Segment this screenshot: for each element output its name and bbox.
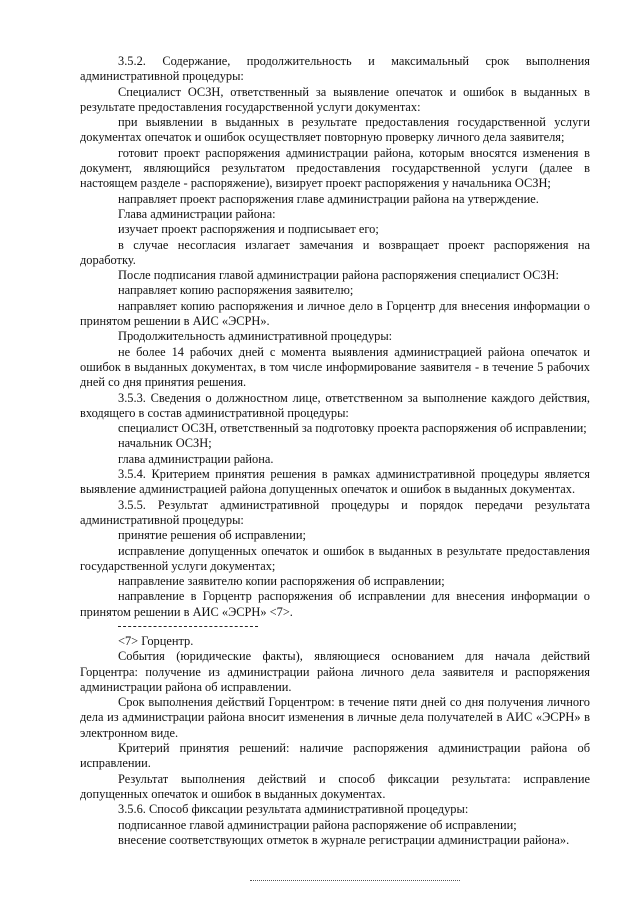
paragraph: 3.5.5. Результат административной процедуры и порядок передачи результата административной процедуры: [80, 497, 590, 527]
paragraph: в случае несогласия излагает замечания и возвращает проект распоряжения на доработку. [80, 237, 590, 267]
paragraph: Глава администрации района: [118, 206, 276, 221]
footnote-paragraph: 3.5.6. Способ фиксации результата административной процедуры: [118, 802, 469, 817]
footnote-paragraph: внесение соответствующих отметок в журнале регистрации администрации района». [118, 832, 570, 847]
paragraph: направление в Горцентр распоряжения об исправлении для внесения информации о принятом решении в АИС «ЭСРН» <7>. [80, 589, 590, 619]
paragraph: начальник ОСЗН; [118, 436, 212, 451]
paragraph: 3.5.4. Критерием принятия решения в рамках административной процедуры является выявление администрацией района допущенных опечаток и ошибок в выданных документах. [80, 467, 590, 497]
document-body [80, 54, 590, 848]
paragraph: изучает проект распоряжения и подписывает его; [118, 222, 379, 237]
paragraph: готовит проект распоряжения администрации района, которым вносятся изменения в документ, являющийся результатом предоставления государственной услуги (далее в настоящем разделе - распоряжение), визирует проект распоряжения у начальника ОСЗН; [80, 145, 590, 191]
footnote-paragraph: Результат выполнения действий и способ фиксации результата: исправление допущенных опечаток и ошибок в выданных документах. [80, 771, 590, 801]
paragraph: После подписания главой администрации района распоряжения специалист ОСЗН: [118, 268, 559, 283]
paragraph: принятие решения об исправлении; [118, 528, 306, 543]
footnote-paragraph: Критерий принятия решений: наличие распоряжения администрации района об исправлении. [80, 741, 590, 771]
scan-footer-mark [250, 880, 460, 881]
footnote-paragraph: Срок выполнения действий Горцентром: в течение пяти дней со дня получения личного дела из администрации района вносит изменения в личные дела получателей в АИС «ЭСРН» в электронном виде. [80, 695, 590, 740]
paragraph: 3.5.3. Сведения о должностном лице, ответственном за выполнение каждого действия, входящего в состав административной процедуры: [80, 390, 590, 420]
paragraph: специалист ОСЗН, ответственный за подготовку проекта распоряжения об исправлении; [118, 421, 587, 436]
paragraph: направляет копию распоряжения и личное дело в Горцентр для внесения информации о принятом решении в АИС «ЭСРН». [80, 298, 590, 329]
paragraph: исправление допущенных опечаток и ошибок в выданных в результате предоставления государственной услуги документах; [80, 543, 590, 573]
footnote-paragraph: События (юридические факты), являющиеся основанием для начала действий Горцентра: получение из администрации района личного дела заявителя и распоряжения администрации района об исправлении. [80, 649, 590, 694]
paragraph: направляет проект распоряжения главе администрации района на утверждение. [118, 191, 539, 206]
paragraph: глава администрации района. [118, 451, 274, 466]
paragraph: не более 14 рабочих дней с момента выявления администрацией района опечаток и ошибок в выданных документах, в том числе информирование заявителя - в течение 5 рабочих дней со дня принятия решения. [80, 344, 590, 390]
paragraph: Специалист ОСЗН, ответственный за выявление опечаток и ошибок в выданных в результате предоставления государственной услуги документах: [80, 84, 590, 114]
paragraph: 3.5.2. Содержание, продолжительность и максимальный срок выполнения административной процедуры: [80, 54, 590, 84]
footnote-separator [118, 626, 258, 627]
paragraph: направляет копию распоряжения заявителю; [118, 283, 354, 298]
paragraph: Продолжительность административной процедуры: [118, 329, 393, 344]
paragraph: направление заявителю копии распоряжения об исправлении; [118, 574, 445, 589]
paragraph: при выявлении в выданных в результате предоставления государственной услуги документах опечаток и ошибок осуществляет повторную проверку личного дела заявителя; [80, 115, 590, 145]
footnote-paragraph: подписанное главой администрации района распоряжение об исправлении; [118, 817, 517, 832]
footnote-paragraph: <7> Горцентр. [118, 633, 194, 648]
